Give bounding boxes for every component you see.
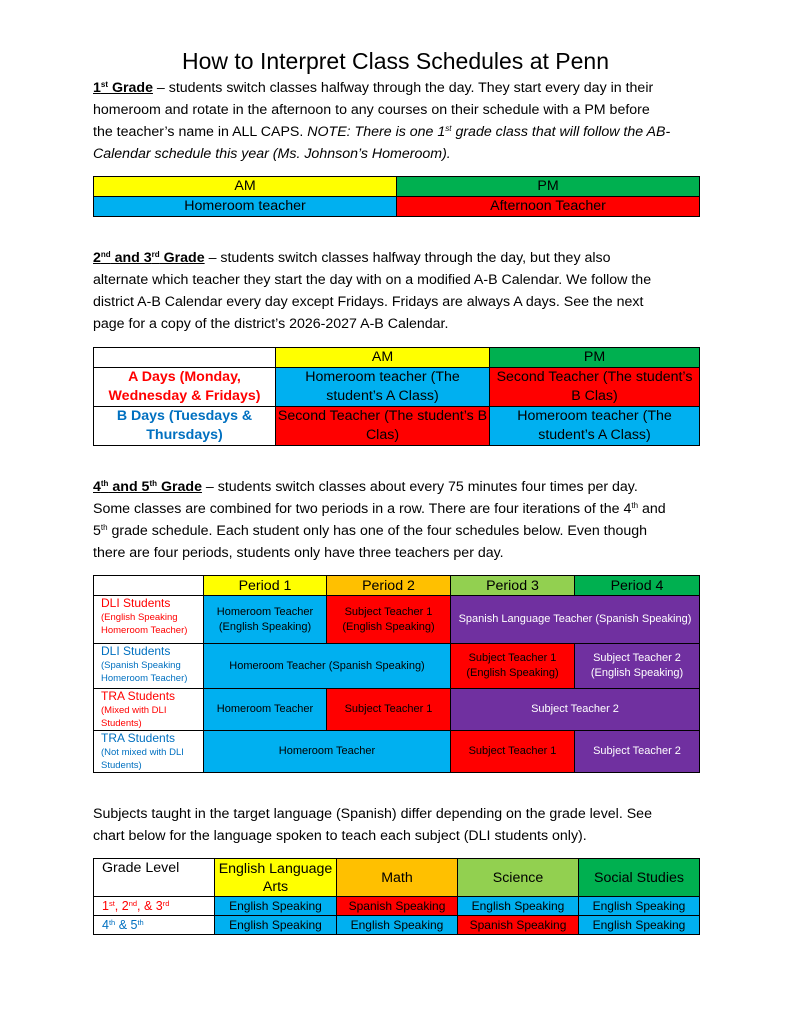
heading-word: Grade — [108, 80, 153, 96]
page-title: How to Interpret Class Schedules at Penn — [181, 48, 609, 74]
subjects-paragraph — [93, 803, 705, 847]
period-1-header: Period 1 — [204, 576, 327, 596]
science-header: Science — [458, 859, 579, 897]
note-text: NOTE: There is one 1st grade class that will follow the AB- Calendar schedule this year (Ms. Johnson’s Homeroom). — [93, 124, 671, 162]
a-days-am: Homeroom teacher (The student’s A Class) — [276, 368, 490, 407]
language-cell: English Speaking — [215, 916, 337, 935]
paragraph-text: the teacher’s name in ALL CAPS. — [93, 124, 308, 140]
grade-row-label: 4th & 5th — [94, 916, 215, 935]
language-cell: Spanish Speaking — [337, 897, 458, 916]
language-cell: English Speaking — [337, 916, 458, 935]
b-days-pm: Homeroom teacher (The student’s A Class) — [490, 407, 700, 446]
paragraph-text: grade schedule. Each student only has one of the four schedules below. Even though — [107, 523, 648, 539]
paragraph-text: Some classes are combined for two periods in a row. There are four iterations of the 4 — [93, 501, 632, 517]
paragraph-text: alternate which teacher they start the day with on a modified A-B Calendar. We follow the — [93, 272, 652, 288]
first-grade-paragraph — [93, 77, 705, 165]
am-header: AM — [276, 348, 490, 368]
afternoon-cell: Afternoon Teacher — [397, 197, 700, 217]
schedule-cell: Homeroom Teacher — [204, 689, 327, 731]
fourth-fifth-grade-paragraph: 4th and 5th Grade – students switch classes about every 75 minutes four times per day. Some classes are combined for two periods in a row. There are four iterations of the 4th and 5th grade schedule. Each student only has one of the four schedules below. Even though there are four periods, students only have three teachers per day. — [93, 479, 666, 561]
math-header: Math — [337, 859, 458, 897]
ab-days-table — [93, 347, 700, 446]
blank-header — [94, 348, 276, 368]
period-2-header: Period 2 — [327, 576, 451, 596]
first-grade-table — [93, 176, 700, 217]
schedule-cell: Subject Teacher 2 — [575, 731, 700, 773]
schedule-cell: Subject Teacher 1 — [327, 689, 451, 731]
paragraph-text: – students switch classes halfway through the day. They start every day in their — [152, 80, 654, 96]
homeroom-cell: Homeroom teacher — [94, 197, 397, 217]
row-label-dli-spanish: DLI Students (Spanish Speaking Homeroom Teacher) — [94, 644, 204, 689]
a-days-label: A Days (Monday, Wednesday & Fridays) — [94, 368, 276, 407]
schedule-cell: Homeroom Teacher — [204, 731, 451, 773]
schedule-cell: Spanish Language Teacher (Spanish Speaking) — [451, 596, 700, 644]
a-days-pm: Second Teacher (The student’s B Clas) — [490, 368, 700, 407]
subject-language-table — [93, 858, 700, 935]
language-cell: English Speaking — [579, 916, 700, 935]
paragraph-text: – students switch classes about every 75 minutes four times per day. — [201, 479, 638, 495]
paragraph-text: chart below for the language spoken to teach each subject (DLI students only). — [93, 828, 587, 844]
paragraph-text: there are four periods, students only have three teachers per day. — [93, 545, 504, 561]
blank-header — [94, 576, 204, 596]
row-label-dli-english: DLI Students (English Speaking Homeroom Teacher) — [94, 596, 204, 644]
period-4-header: Period 4 — [575, 576, 700, 596]
first-grade-heading — [93, 80, 153, 96]
period-schedule-table — [93, 575, 700, 773]
second-third-grade-heading: 2nd and 3rd Grade — [93, 250, 205, 266]
paragraph-text: page for a copy of the district’s 2026-2027 A-B Calendar. — [93, 316, 449, 332]
schedule-cell: Subject Teacher 2 — [451, 689, 700, 731]
b-days-label: B Days (Tuesdays & Thursdays) — [94, 407, 276, 446]
ela-header: English Language Arts — [215, 859, 337, 897]
row-label-tra-mixed: TRA Students (Mixed with DLI Students) — [94, 689, 204, 731]
language-cell: English Speaking — [458, 897, 579, 916]
paragraph-text: district A-B Calendar every day except Fridays. Fridays are always A days. See the next — [93, 294, 644, 310]
second-third-grade-paragraph — [93, 247, 705, 335]
schedule-cell: Subject Teacher 1 (English Speaking) — [451, 644, 575, 689]
schedule-cell: Homeroom Teacher (English Speaking) — [204, 596, 327, 644]
schedule-cell: Subject Teacher 1 (English Speaking) — [327, 596, 451, 644]
period-3-header: Period 3 — [451, 576, 575, 596]
am-header: AM — [94, 177, 397, 197]
heading-suffix: st — [100, 80, 109, 89]
grade-row-label: 1st, 2nd, & 3rd — [94, 897, 215, 916]
fourth-fifth-grade-heading: 4th and 5th Grade — [93, 479, 202, 495]
language-cell: Spanish Speaking — [458, 916, 579, 935]
row-label-tra-not-mixed: TRA Students (Not mixed with DLI Students) — [94, 731, 204, 773]
b-days-am: Second Teacher (The student’s B Clas) — [276, 407, 490, 446]
schedule-cell: Subject Teacher 1 — [451, 731, 575, 773]
language-cell: English Speaking — [215, 897, 337, 916]
heading-number: 1 — [93, 80, 101, 96]
schedule-cell: Subject Teacher 2 (English Speaking) — [575, 644, 700, 689]
language-cell: English Speaking — [579, 897, 700, 916]
pm-header: PM — [490, 348, 700, 368]
grade-level-header: Grade Level — [94, 859, 215, 897]
paragraph-text: homeroom and rotate in the afternoon to any courses on their schedule with a PM before — [93, 102, 650, 118]
social-studies-header: Social Studies — [579, 859, 700, 897]
paragraph-text: – students switch classes halfway through the day, but they also — [204, 250, 611, 266]
schedule-cell: Homeroom Teacher (Spanish Speaking) — [204, 644, 451, 689]
pm-header: PM — [397, 177, 700, 197]
paragraph-text: Subjects taught in the target language (Spanish) differ depending on the grade level. See — [93, 806, 652, 822]
